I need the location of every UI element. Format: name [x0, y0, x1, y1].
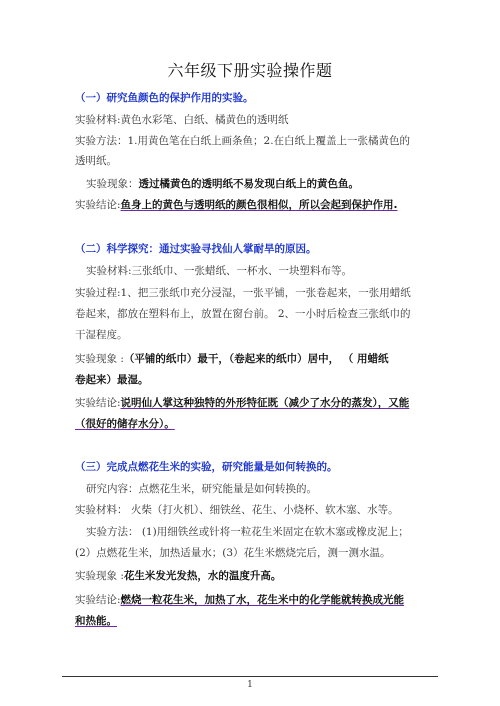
section-3-conclusion — [75, 590, 427, 610]
section-3-conclusion-label: 实验结论: — [75, 594, 121, 606]
section-2-conclusion-line-2 — [75, 414, 427, 434]
section-3-phenomenon-label: 实验现象 : — [75, 570, 124, 582]
section-1-conclusion-label: 实验结论: — [75, 199, 121, 211]
section-1-phenomenon-text: 透过橘黄色的透明纸不易发现白纸上的黄色鱼。 — [138, 178, 359, 190]
section-3-method-line-1: 实验方法： (1)用细铁丝或针将一粒花生米固定在软木塞或橡皮泥上； — [86, 526, 409, 538]
section-2-phenomenon — [75, 349, 427, 369]
section-3-conclusion-text-2: 和热能。 — [75, 615, 117, 627]
section-1-phenomenon — [86, 174, 438, 194]
section-2-process-line-2: 卷起来，都放在塑料布上，放置在窗台前。 2、一小时后检查三张纸巾的 — [75, 308, 411, 320]
section-1-phenomenon-label: 实验现象： — [86, 178, 139, 190]
section-1-conclusion — [75, 195, 427, 215]
section-1-method-line-1: 实验方法：1.用黄色笔在白纸上画条鱼；2.在白纸上覆盖上一张橘黄色的 — [75, 135, 411, 147]
section-2-conclusion-text-1: 说明仙人掌这种独特的外形特征既（减少了水分的蒸发），又能 — [120, 397, 410, 409]
section-3-phenomenon-text: 花生米发光发热，水的温度升高。 — [123, 570, 282, 582]
section-1-method-line-2: 透明纸。 — [75, 155, 117, 167]
section-2-heading: （二）科学探究：通过实验寻找仙人掌耐旱的原因。 — [75, 243, 317, 255]
section-3-heading: （三）完成点燃花生米的实验，研究能量是如何转换的。 — [75, 461, 338, 473]
section-3-content: 研究内容：点燃花生米，研究能量是如何转换的。 — [86, 483, 317, 495]
footer-divider — [62, 676, 438, 677]
section-2-materials: 实验材料:三张纸巾、一张蜡纸、一杯水、一块塑料布等。 — [86, 265, 353, 277]
page-number: 1 — [247, 680, 253, 690]
section-3-materials: 实验材料： 火柴（打火机）、细铁丝、花生、小烧杯、软木塞、水等。 — [75, 504, 399, 516]
section-2-phenomenon-label: 实验现象 : — [75, 353, 124, 365]
section-3-phenomenon — [75, 566, 427, 586]
section-2-phenomenon-text-1: （平铺的纸巾）最干，（卷起来的纸巾）居中， （ 用蜡纸 — [123, 353, 389, 365]
page-title: 六年级下册实验操作题 — [167, 61, 333, 80]
section-2-process-line-1: 实验过程:1、把三张纸巾充分浸湿，一张平铺，一张卷起来，一张用蜡纸 — [75, 287, 411, 299]
section-3-conclusion-text-1: 燃烧一粒花生米，加热了水，花生米中的化学能就转换成光能 — [120, 594, 405, 606]
section-2-conclusion-text-2: （很好的储存水分）。 — [75, 418, 175, 430]
section-1-materials: 实验材料:黄色水彩笔、白纸、橘黄色的透明纸 — [75, 114, 289, 126]
section-3-conclusion-line-2 — [75, 611, 427, 631]
section-2-conclusion-label: 实验结论: — [75, 397, 121, 409]
section-3-method-line-2: (2）点燃花生米，加热适量水；(3）花生米燃烧完后，测一测水温。 — [75, 547, 391, 559]
section-2-conclusion — [75, 393, 427, 413]
section-1-heading: （一）研究鱼颜色的保护作用的实验。 — [75, 92, 254, 104]
section-1-conclusion-text: 鱼身上的黄色与透明纸的颜色很相似，所以会起到保护作用. — [120, 199, 398, 211]
section-2-phenomenon-text-2: 卷起来）最湿。 — [75, 374, 149, 386]
section-2-process-line-3: 干湿程度。 — [75, 329, 128, 341]
